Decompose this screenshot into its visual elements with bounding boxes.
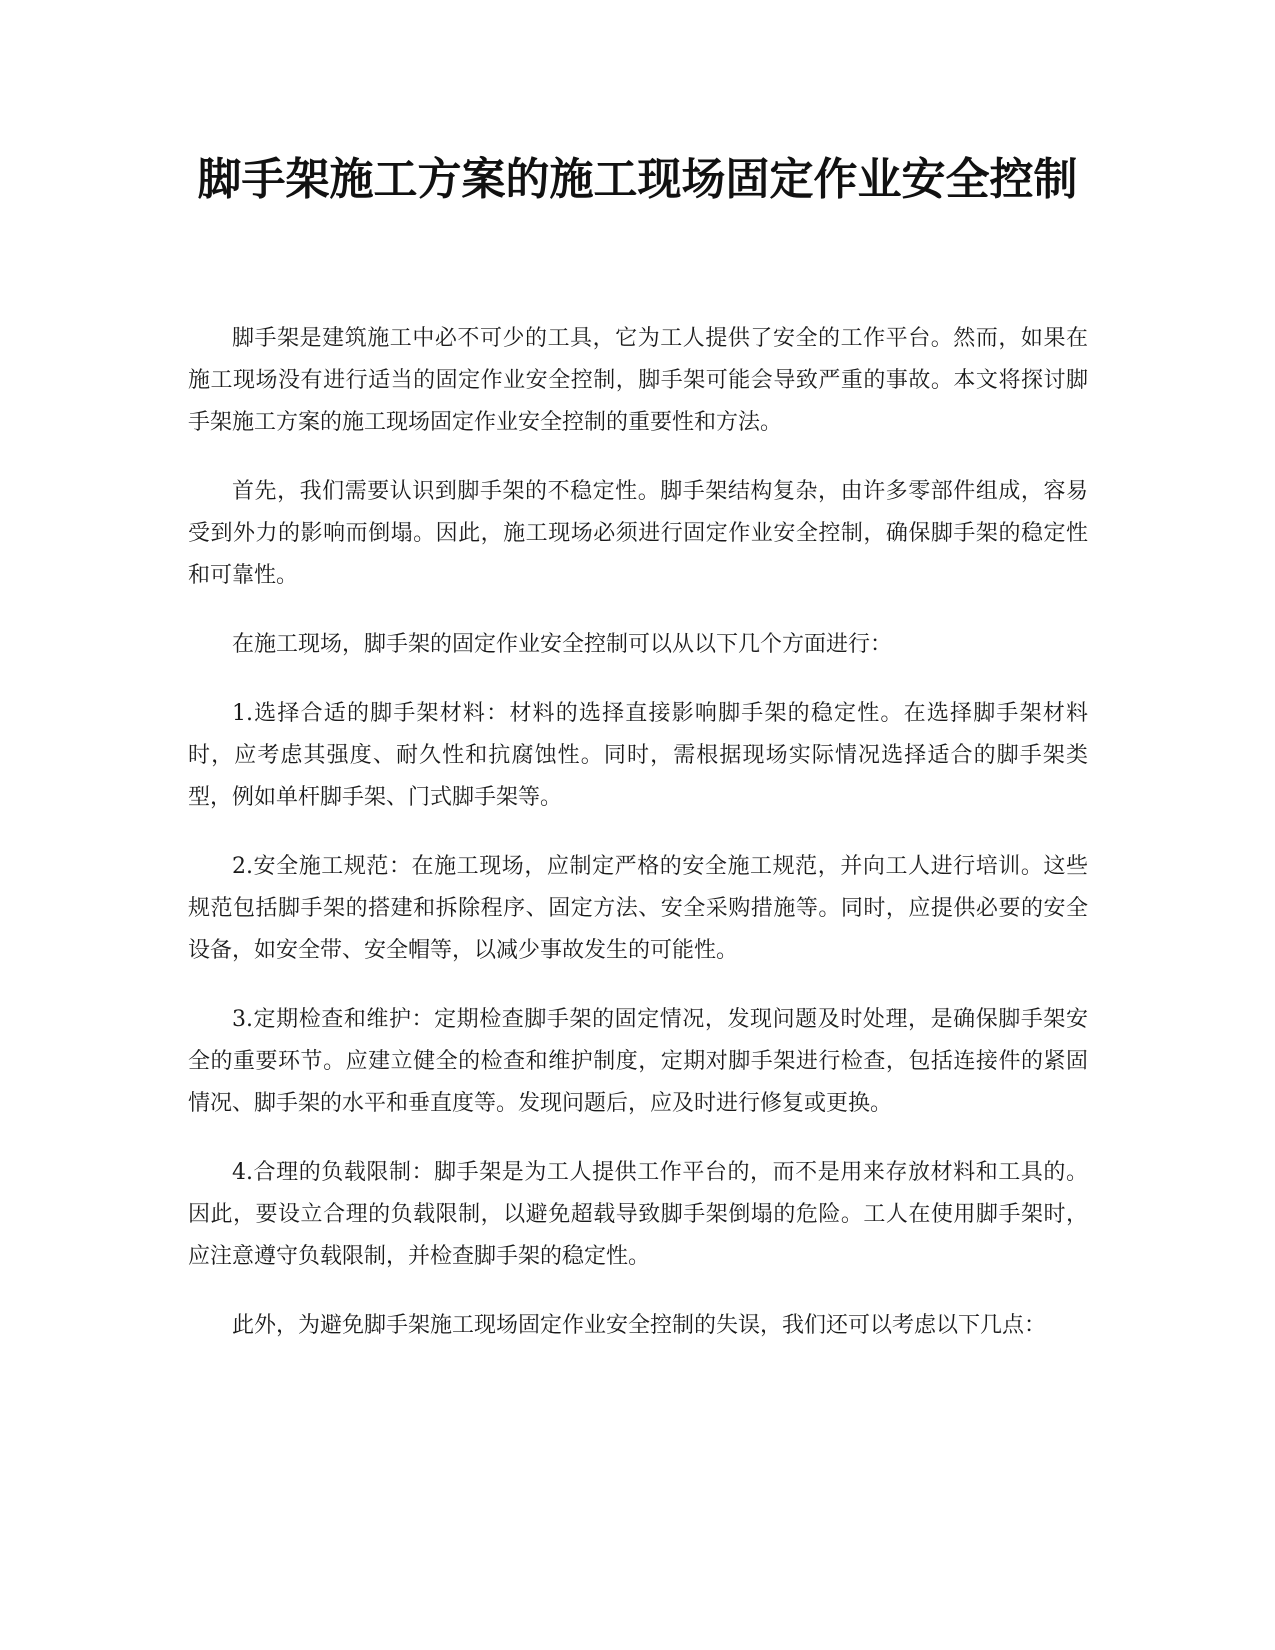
paragraph-aspects-lead: 在施工现场，脚手架的固定作业安全控制可以从以下几个方面进行： — [232, 632, 893, 657]
document-body — [188, 318, 1088, 1374]
paragraph-instability: 首先，我们需要认识到脚手架的不稳定性。脚手架结构复杂，由许多零部件组成，容易受到外力的影响而倒塌。因此，施工现场必须进行固定作业安全控制，确保脚手架的稳定性和可靠性。 — [188, 479, 1088, 588]
document-title: 脚手架施工方案的施工现场固定作业安全控制 — [197, 154, 1078, 205]
paragraph-point-1: 1.选择合适的脚手架材料：材料的选择直接影响脚手架的稳定性。在选择脚手架材料时，应考虑其强度、耐久性和抗腐蚀性。同时，需根据现场实际情况选择适合的脚手架类型，例如单杆脚手架、门式脚手架等。 — [188, 701, 1088, 810]
paragraph-additional: 此外，为避免脚手架施工现场固定作业安全控制的失误，我们还可以考虑以下几点： — [232, 1313, 1047, 1338]
paragraph-point-4: 4.合理的负载限制：脚手架是为工人提供工作平台的，而不是用来存放材料和工具的。因此，要设立合理的负载限制，以避免超载导致脚手架倒塌的危险。工人在使用脚手架时，应注意遵守负载限制，并检查脚手架的稳定性。 — [188, 1160, 1088, 1269]
paragraph-point-3: 3.定期检查和维护：定期检查脚手架的固定情况，发现问题及时处理，是确保脚手架安全的重要环节。应建立健全的检查和维护制度，定期对脚手架进行检查，包括连接件的紧固情况、脚手架的水平和垂直度等。发现问题后，应及时进行修复或更换。 — [188, 1007, 1088, 1116]
paragraph-point-2: 2.安全施工规范：在施工现场，应制定严格的安全施工规范，并向工人进行培训。这些规范包括脚手架的搭建和拆除程序、固定方法、安全采购措施等。同时，应提供必要的安全设备，如安全带、安全帽等，以减少事故发生的可能性。 — [188, 854, 1088, 963]
paragraph-intro: 脚手架是建筑施工中必不可少的工具，它为工人提供了安全的工作平台。然而，如果在施工现场没有进行适当的固定作业安全控制，脚手架可能会导致严重的事故。本文将探讨脚手架施工方案的施工现场固定作业安全控制的重要性和方法。 — [188, 326, 1088, 435]
